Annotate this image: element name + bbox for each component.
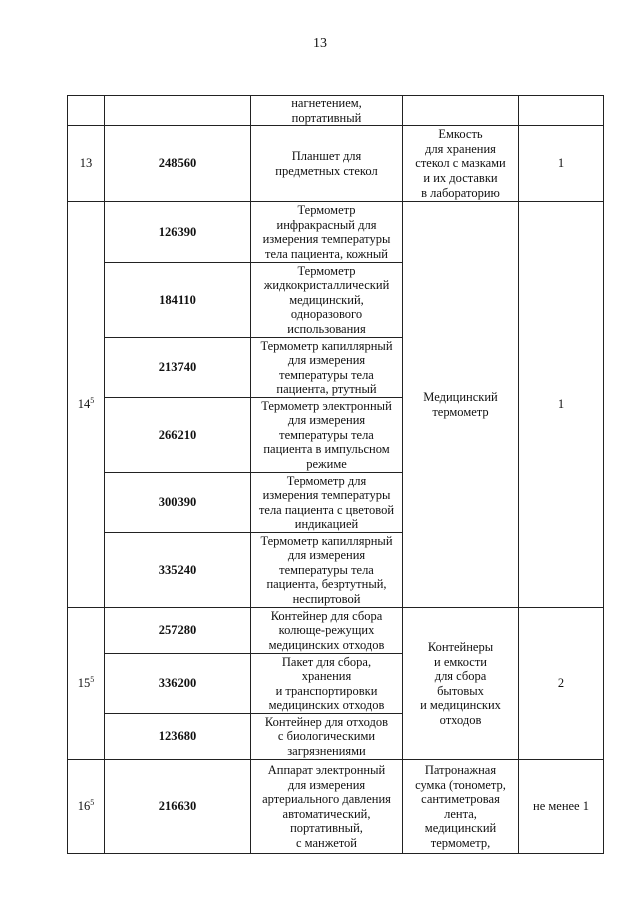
item-name: Пакет для сбора, хранения и транспортировки медицинских отходов xyxy=(251,654,403,714)
item-code: 266210 xyxy=(105,398,251,473)
item-name: Планшет для предметных стекол xyxy=(251,126,403,202)
product-name xyxy=(403,96,519,126)
quantity: 2 xyxy=(519,608,604,760)
row-number: $14^5$ xyxy=(68,202,105,608)
quantity: 1 xyxy=(519,202,604,608)
item-name: Термометр капиллярный для измерения температуры тела пациента, ртутный xyxy=(251,338,403,398)
row-number: $16^5$ xyxy=(68,760,105,854)
item-code: 213740 xyxy=(105,338,251,398)
product-name: Контейнеры и емкости для сбора бытовых и медицинских отходов xyxy=(403,608,519,760)
item-code: 126390 xyxy=(105,202,251,263)
item-name: Термометр электронный для измерения температуры тела пациента в импульсном режиме xyxy=(251,398,403,473)
item-code: 248560 xyxy=(105,126,251,202)
item-code: 216630 xyxy=(105,760,251,854)
table-row xyxy=(68,760,604,854)
item-name: Термометр капиллярный для измерения температуры тела пациента, безртутный, неспиртовой xyxy=(251,533,403,608)
item-name: Термометр инфракрасный для измерения температуры тела пациента, кожный xyxy=(251,202,403,263)
item-name: Термометр жидкокристаллический медицинский, одноразового использования xyxy=(251,263,403,338)
row-number: $15^5$ xyxy=(68,608,105,760)
item-code: 257280 xyxy=(105,608,251,654)
item-code: 123680 xyxy=(105,714,251,760)
item-code xyxy=(105,96,251,126)
equipment-table xyxy=(67,95,604,854)
item-name: Аппарат электронный для измерения артериального давления автоматический, портативный, с манжетой xyxy=(251,760,403,854)
table-row xyxy=(68,608,604,654)
item-name: Контейнер для отходов с биологическими загрязнениями xyxy=(251,714,403,760)
item-code: 335240 xyxy=(105,533,251,608)
row-number xyxy=(68,96,105,126)
item-code: 336200 xyxy=(105,654,251,714)
product-name: Емкость для хранения стекол с мазками и их доставки в лабораторию xyxy=(403,126,519,202)
item-code: 300390 xyxy=(105,473,251,533)
table-row xyxy=(68,126,604,202)
item-name: Контейнер для сбора колюще-режущих медицинских отходов xyxy=(251,608,403,654)
row-number: 13 xyxy=(68,126,105,202)
product-name: Патронажная сумка (тонометр, сантиметровая лента, медицинский термометр, xyxy=(403,760,519,854)
product-name: Медицинский термометр xyxy=(403,202,519,608)
page-number: 13 xyxy=(313,36,327,51)
item-name: Термометр для измерения температуры тела пациента с цветовой индикацией xyxy=(251,473,403,533)
table-row xyxy=(68,96,604,126)
quantity xyxy=(519,96,604,126)
table-row xyxy=(68,202,604,263)
item-code: 184110 xyxy=(105,263,251,338)
quantity: не менее 1 xyxy=(519,760,604,854)
item-name: нагнетением, портативный xyxy=(251,96,403,126)
quantity: 1 xyxy=(519,126,604,202)
